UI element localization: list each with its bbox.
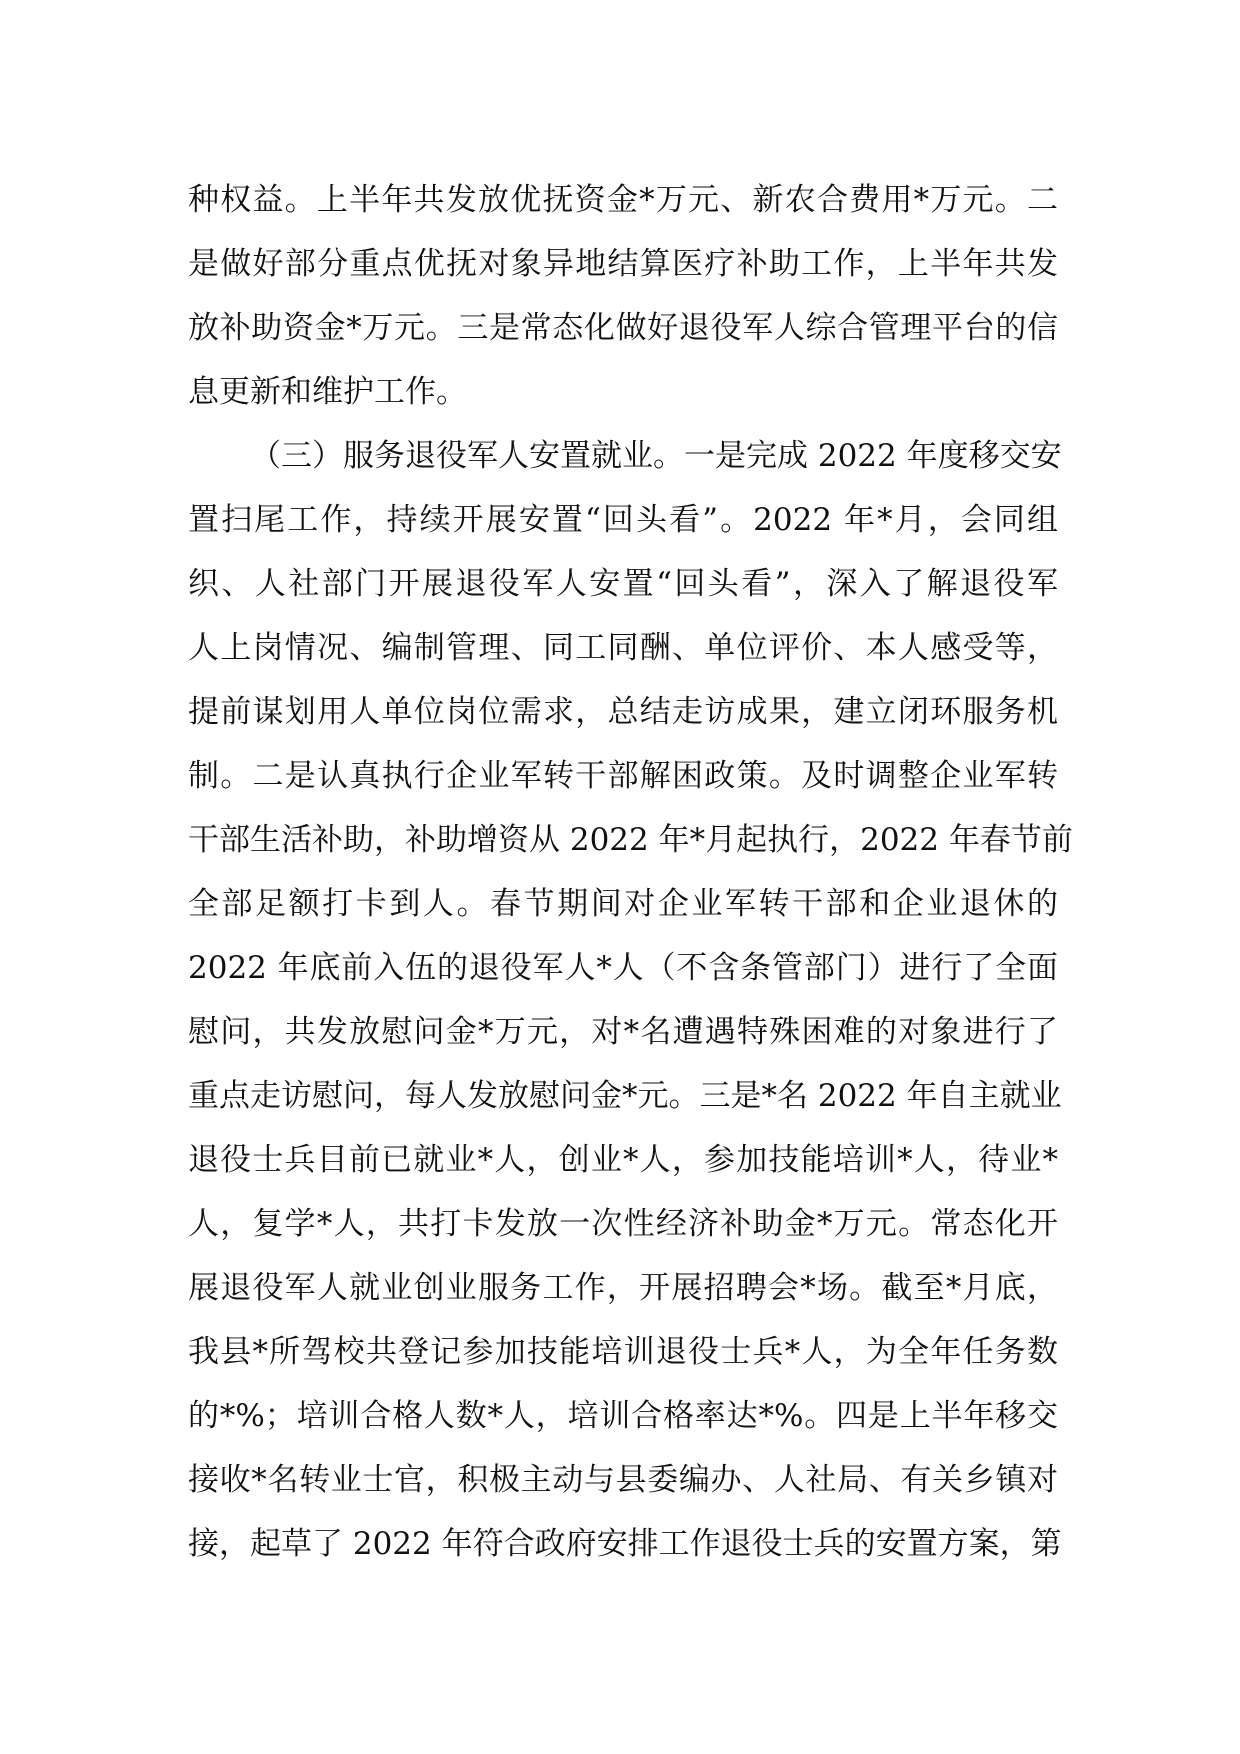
text-line-20: 的*%；培训合格人数*人，培训合格率达*%。四是上半年移交 bbox=[188, 1398, 1058, 1434]
text-line-19: 我县*所驾校共登记参加技能培训退役士兵*人，为全年任务数 bbox=[188, 1334, 1058, 1370]
text-line-15: 重点走访慰问，每人发放慰问金*元。三是*名 2022 年自主就业 bbox=[188, 1078, 1062, 1114]
text-line-10: 制。二是认真执行企业军转干部解困政策。及时调整企业军转 bbox=[188, 758, 1058, 794]
text-line-2: 是做好部分重点优抚对象异地结算医疗补助工作，上半年共发 bbox=[188, 246, 1058, 282]
text-line-22: 接，起草了 2022 年符合政府安排工作退役士兵的安置方案，第 bbox=[188, 1526, 1062, 1562]
text-line-16: 退役士兵目前已就业*人，创业*人，参加技能培训*人，待业* bbox=[188, 1142, 1058, 1178]
text-line-9: 提前谋划用人单位岗位需求，总结走访成果，建立闭环服务机 bbox=[188, 694, 1058, 730]
text-line-17: 人，复学*人，共打卡发放一次性经济补助金*万元。常态化开 bbox=[188, 1206, 1058, 1242]
body-text bbox=[188, 168, 1073, 1576]
text-line-21: 接收*名转业士官，积极主动与县委编办、人社局、有关乡镇对 bbox=[188, 1462, 1058, 1498]
text-line-18: 展退役军人就业创业服务工作，开展招聘会*场。截至*月底， bbox=[188, 1270, 1058, 1306]
text-line-1: 种权益。上半年共发放优抚资金*万元、新农合费用*万元。二 bbox=[188, 182, 1058, 218]
text-line-14: 慰问，共发放慰问金*万元，对*名遭遇特殊困难的对象进行了 bbox=[188, 1014, 1058, 1050]
text-line-13: 2022 年底前入伍的退役军人*人（不含条管部门）进行了全面 bbox=[188, 950, 1058, 986]
text-line-8: 人上岗情况、编制管理、同工同酬、单位评价、本人感受等， bbox=[188, 630, 1058, 666]
text-line-11: 干部生活补助，补助增资从 2022 年*月起执行，2022 年春节前 bbox=[188, 822, 1073, 858]
text-line-3: 放补助资金*万元。三是常态化做好退役军人综合管理平台的信 bbox=[188, 310, 1058, 346]
text-line-7: 织、人社部门开展退役军人安置“回头看”，深入了解退役军 bbox=[188, 566, 1058, 602]
text-line-4: 息更新和维护工作。 bbox=[188, 374, 467, 410]
text-line-12: 全部足额打卡到人。春节期间对企业军转干部和企业退休的 bbox=[188, 886, 1058, 922]
section-heading-line: （三）服务退役军人安置就业。一是完成 2022 年度移交安 bbox=[250, 438, 1062, 474]
text-line-6: 置扫尾工作，持续开展安置“回头看”。2022 年*月，会同组 bbox=[188, 502, 1058, 538]
